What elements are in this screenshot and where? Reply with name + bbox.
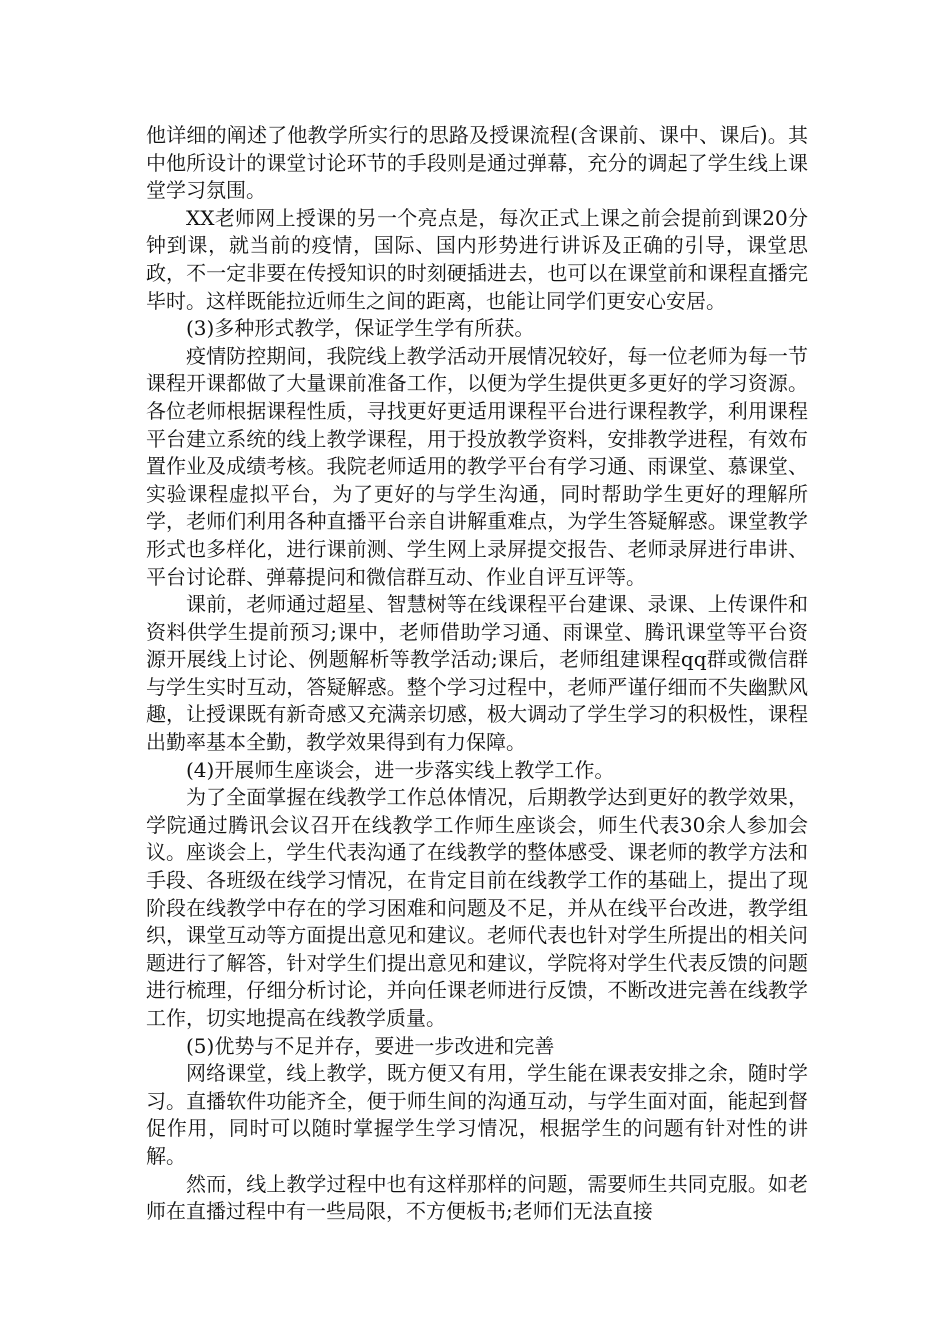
section-heading-3: (3)多种形式教学，保证学生学有所获。 [186,316,535,341]
paragraph-7: 然而，线上教学过程中也有这样那样的问题，需要师生共同克服。如老师在直播过程中有一些局限，不方便板书;老师们无法直接 [146,1171,808,1224]
paragraph-6: 网络课堂，线上教学，既方便又有用，学生能在课表安排之余，随时学习。直播软件功能齐全，便于师生间的沟通互动，与学生面对面，能起到督促作用，同时可以随时掌握学生学习情况，根据学生的问题有针对性的讲解。 [146,1061,808,1168]
section-heading-4: (4)开展师生座谈会，进一步落实线上教学工作。 [186,757,615,782]
paragraph-3: 疫情防控期间，我院线上教学活动开展情况较好，每一位老师为每一节课程开课都做了大量课前准备工作，以便为学生提供更多更好的学习资源。各位老师根据课程性质，寻找更好更适用课程平台进行课程教学，利用课程平台建立系统的线上教学课程，用于投放教学资料，安排教学进程，有效布置作业及成绩考核。我院老师适用的教学平台有学习通、雨课堂、慕课堂、实验课程虚拟平台，为了更好的与学生沟通，同时帮助学生更好的理解所学，老师们利用各种直播平台亲自讲解重难点，为学生答疑解惑。课堂教学形式也多样化，进行课前测、学生网上录屏提交报告、老师录屏进行串讲、平台讨论群、弹幕提问和微信群互动、作业自评互评等。 [146,343,808,589]
document-body [146,122,808,1226]
paragraph-5: 为了全面掌握在线教学工作总体情况，后期教学达到更好的教学效果，学院通过腾讯会议召开在线教学工作师生座谈会，师生代表30余人参加会议。座谈会上，学生代表沟通了在线教学的整体感受、课老师的教学方法和手段、各班级在线学习情况，在肯定目前在线教学工作的基础上，提出了现阶段在线教学中存在的学习困难和问题及不足，并从在线平台改进，教学组织，课堂互动等方面提出意见和建议。老师代表也针对学生所提出的相关问题进行了解答，针对学生们提出意见和建议，学院将对学生代表反馈的问题进行梳理，仔细分析讨论，并向任课老师进行反馈，不断改进完善在线教学工作，切实地提高在线教学质量。 [146,785,808,1030]
paragraph-1: 他详细的阐述了他教学所实行的思路及授课流程(含课前、课中、课后)。其中他所设计的课堂讨论环节的手段则是通过弹幕，充分的调起了学生线上课堂学习氛围。 [146,123,808,203]
paragraph-2: XX老师网上授课的另一个亮点是，每次正式上课之前会提前到课20分钟到课，就当前的疫情，国际、国内形势进行讲诉及正确的引导，课堂思政，不一定非要在传授知识的时刻硬插进去，也可以在课堂前和课程直播完毕时。这样既能拉近师生之间的距离，也能让同学们更安心安居。 [146,205,808,313]
paragraph-4: 课前，老师通过超星、智慧树等在线课程平台建课、录课、上传课件和资料供学生提前预习;课中，老师借助学习通、雨课堂、腾讯课堂等平台资源开展线上讨论、例题解析等教学活动;课后，老师组建课程qq群或微信群与学生实时互动，答疑解惑。整个学习过程中，老师严谨仔细而不失幽默风趣，让授课既有新奇感又充满亲切感，极大调动了学生学习的积极性，课程出勤率基本全勤，教学效果得到有力保障。 [146,592,808,755]
section-heading-5: (5)优势与不足并存，要进一步改进和完善 [186,1033,555,1058]
